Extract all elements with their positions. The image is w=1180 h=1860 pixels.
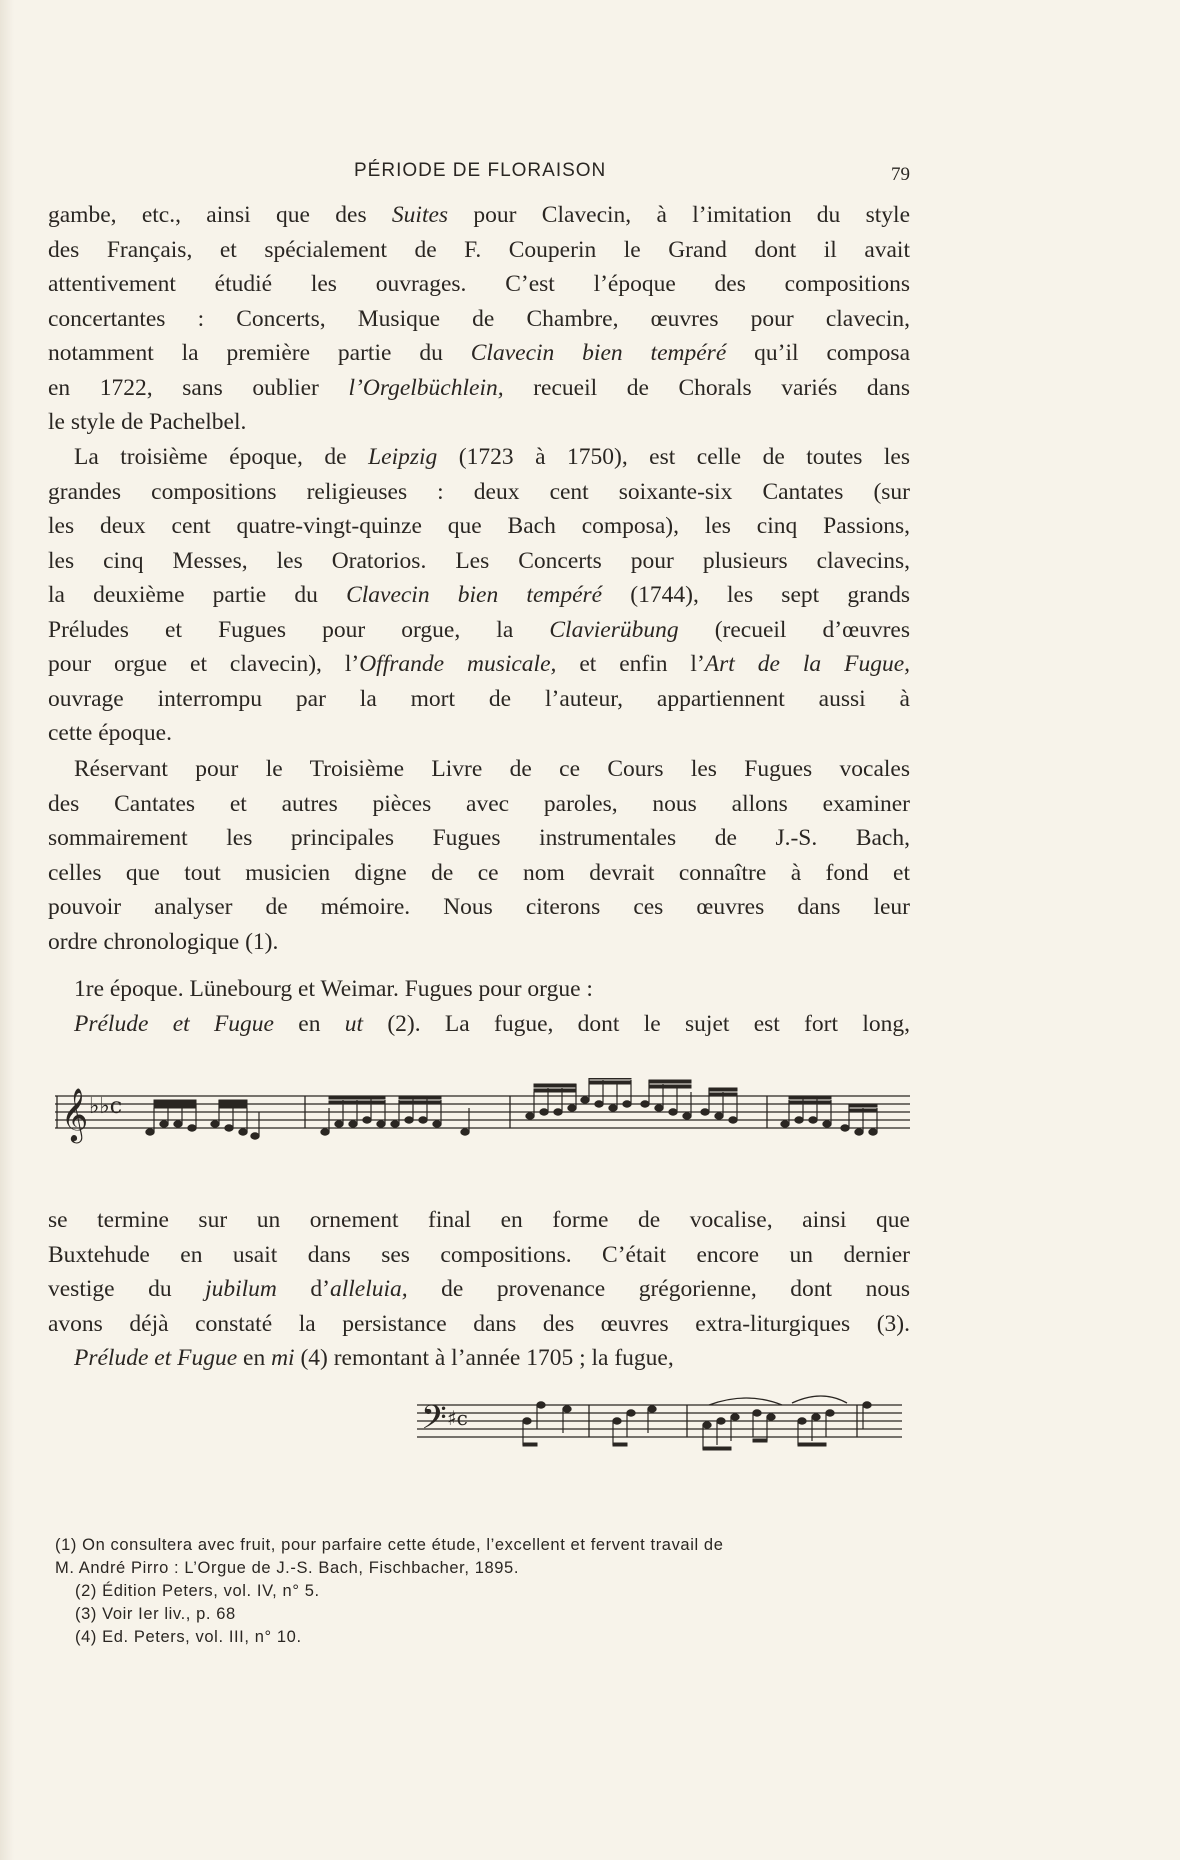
note-head <box>767 1414 775 1420</box>
note-head <box>781 1121 789 1127</box>
note-head <box>795 1117 803 1123</box>
text-line: des Français, et spécialement de F. Couperin le Grand dont il avait <box>48 236 910 263</box>
note-beam <box>154 1100 196 1103</box>
footnote-line: (4) Ed. Peters, vol. III, n° 10. <box>75 1628 302 1646</box>
note-head <box>729 1117 737 1123</box>
note-beam <box>589 1081 631 1084</box>
text-line: des Cantates et autres pièces avec paroles, nous allons examiner <box>48 790 910 817</box>
note-head <box>627 1410 635 1416</box>
note-beam <box>329 1101 385 1104</box>
note-head <box>841 1125 849 1131</box>
note-beam <box>589 1078 631 1079</box>
note-beam <box>613 1443 627 1446</box>
note-beam <box>798 1443 826 1446</box>
text-line: concertantes : Concerts, Musique de Chambre, œuvres pour clavecin, <box>48 305 910 332</box>
footnote-line: (1) On consultera avec fruit, pour parfaire cette étude, l’excellent et fervent travail de <box>55 1536 724 1554</box>
note-head <box>321 1129 329 1135</box>
text-line: Prélude et Fugue en ut (2). La fugue, dont le sujet est fort long, <box>74 1010 910 1037</box>
note-head <box>363 1117 371 1123</box>
note-head <box>225 1125 233 1131</box>
paragraph-2 <box>48 440 910 751</box>
note-head <box>563 1406 571 1412</box>
note-beam <box>399 1101 441 1104</box>
note-head <box>239 1129 247 1135</box>
note-head <box>701 1109 709 1115</box>
running-title: PÉRIODE DE FLORAISON <box>354 160 607 181</box>
note-head <box>669 1109 677 1115</box>
note-head <box>537 1402 545 1408</box>
text-line: sommairement les principales Fugues instrumentales de J.-S. Bach, <box>48 825 910 851</box>
text-line: notamment la première partie du Clavecin bien tempéré qu’il composa <box>48 340 910 366</box>
note-beam <box>534 1089 576 1092</box>
note-head <box>391 1121 399 1127</box>
text-line: ordre chronologique (1). <box>48 928 279 955</box>
note-head <box>798 1418 806 1424</box>
note-head <box>703 1422 711 1428</box>
note-beam <box>703 1447 731 1450</box>
text-line: Réservant pour le Troisième Livre de ce Cours les Fugues vocales <box>74 756 910 782</box>
svg-text:♭♭c: ♭♭c <box>89 1094 123 1119</box>
note-head <box>683 1113 691 1119</box>
note-head <box>809 1117 817 1123</box>
note-head <box>623 1101 631 1107</box>
note-head <box>823 1121 831 1127</box>
note-head <box>174 1121 182 1127</box>
note-head <box>731 1414 739 1420</box>
music-example-1 <box>55 1078 915 1158</box>
note-beam <box>534 1084 576 1087</box>
note-head <box>188 1125 196 1131</box>
text-line: La troisième époque, de Leipzig (1723 à 1750), est celle de toutes les <box>74 444 910 470</box>
footnotes <box>55 1534 917 1649</box>
note-head <box>655 1105 663 1111</box>
text-line: gambe, etc., ainsi que des Suites pour Clavecin, à l’imitation du style <box>48 202 911 228</box>
text-line: avons déjà constaté la persistance dans des œuvres extra-liturgiques (3). <box>48 1310 910 1337</box>
note-head <box>211 1121 219 1127</box>
note-head <box>581 1097 589 1103</box>
note-beam <box>649 1085 691 1088</box>
note-head <box>540 1109 548 1115</box>
note-beam <box>523 1443 537 1446</box>
paragraph-6 <box>48 1203 910 1376</box>
note-beam <box>154 1105 196 1108</box>
note-beam <box>849 1104 877 1107</box>
note-head <box>715 1113 723 1119</box>
note-head <box>717 1418 725 1424</box>
note-head <box>613 1418 621 1424</box>
note-head <box>568 1105 576 1111</box>
note-head <box>826 1410 834 1416</box>
note-beam <box>649 1080 691 1083</box>
text-line: grandes compositions religieuses : deux cent soixante-six Cantates (sur <box>48 478 910 505</box>
text-line: attentivement étudié les ouvrages. C’est l’époque des compositions <box>48 271 910 297</box>
page-header <box>48 160 910 190</box>
note-head <box>349 1121 357 1127</box>
text-line: pouvoir analyser de mémoire. Nous citerons ces œuvres dans leur <box>48 894 910 920</box>
note-beam <box>753 1439 767 1442</box>
note-head <box>335 1121 343 1127</box>
note-beam <box>219 1105 247 1108</box>
svg-text:𝄞: 𝄞 <box>61 1087 89 1141</box>
note-head <box>753 1410 761 1416</box>
note-head <box>160 1121 168 1127</box>
text-line: celles que tout musicien digne de ce nom devrait connaître à fond et <box>48 859 910 886</box>
note-beam <box>789 1096 831 1099</box>
text-line: se termine sur un ornement final en forme de vocalise, ainsi que <box>48 1207 910 1233</box>
note-head <box>419 1117 427 1123</box>
text-line: les deux cent quatre-vingt-quinze que Bach composa), les cinq Passions, <box>48 513 910 539</box>
music-example-2 <box>232 1375 1092 1465</box>
footnote-line: (3) Voir Ier liv., p. 68 <box>75 1605 236 1623</box>
note-beam <box>329 1096 385 1099</box>
svg-text:♯c: ♯c <box>447 1406 468 1430</box>
text-line: les cinq Messes, les Oratorios. Les Concerts pour plusieurs clavecins, <box>48 547 910 574</box>
note-beam <box>709 1093 737 1096</box>
text-line: Prélude et Fugue en mi (4) remontant à l’année 1705 ; la fugue, <box>74 1345 674 1371</box>
note-head <box>526 1113 534 1119</box>
note-head <box>523 1418 531 1424</box>
note-head <box>251 1133 259 1139</box>
text-line: en 1722, sans oublier l’Orgelbüchlein, recueil de Chorals variés dans <box>48 374 911 401</box>
text-line: ouvrage interrompu par la mort de l’auteur, appartiennent aussi à <box>48 685 910 712</box>
note-head <box>609 1105 617 1111</box>
note-head <box>869 1129 877 1135</box>
note-head <box>433 1121 441 1127</box>
paragraph-4 <box>48 972 910 1041</box>
note-head <box>863 1402 871 1408</box>
note-head <box>648 1406 656 1412</box>
note-head <box>377 1121 385 1127</box>
text-line: vestige du jubilum d’alleluia, de provenance grégorienne, dont nous <box>48 1276 910 1302</box>
note-head <box>146 1129 154 1135</box>
text-line: le style de Pachelbel. <box>48 409 247 435</box>
note-head <box>855 1129 863 1135</box>
note-beam <box>219 1100 247 1103</box>
text-line: Buxtehude en usait dans ses compositions. C’était encore un dernier <box>48 1241 910 1268</box>
text-line: pour orgue et clavecin), l’Offrande musicale, et enfin l’Art de la Fugue, <box>48 651 910 677</box>
note-beam <box>399 1096 441 1099</box>
note-head <box>812 1414 820 1420</box>
paragraph-3 <box>48 752 910 959</box>
svg-text:𝄢: 𝄢 <box>421 1399 447 1445</box>
footnote-line: M. André Pirro : L’Orgue de J.-S. Bach, Fischbacher, 1895. <box>55 1559 520 1577</box>
page-number: 79 <box>891 164 910 185</box>
note-head <box>595 1101 603 1107</box>
text-line: cette époque. <box>48 720 172 746</box>
page-edge <box>0 0 14 1860</box>
note-beam <box>849 1109 877 1112</box>
note-head <box>461 1129 469 1135</box>
note-head <box>554 1109 562 1115</box>
note-beam <box>709 1088 737 1091</box>
paragraph-1 <box>48 198 910 440</box>
text-line: 1re époque. Lünebourg et Weimar. Fugues pour orgue : <box>74 976 593 1002</box>
note-head <box>405 1117 413 1123</box>
note-beam <box>789 1101 831 1104</box>
text-line: la deuxième partie du Clavecin bien tempéré (1744), les sept grands <box>48 582 910 608</box>
note-head <box>641 1101 649 1107</box>
text-line: Préludes et Fugues pour orgue, la Clavierübung (recueil d’œuvres <box>48 616 910 643</box>
footnote-line: (2) Édition Peters, vol. IV, n° 5. <box>75 1582 320 1600</box>
